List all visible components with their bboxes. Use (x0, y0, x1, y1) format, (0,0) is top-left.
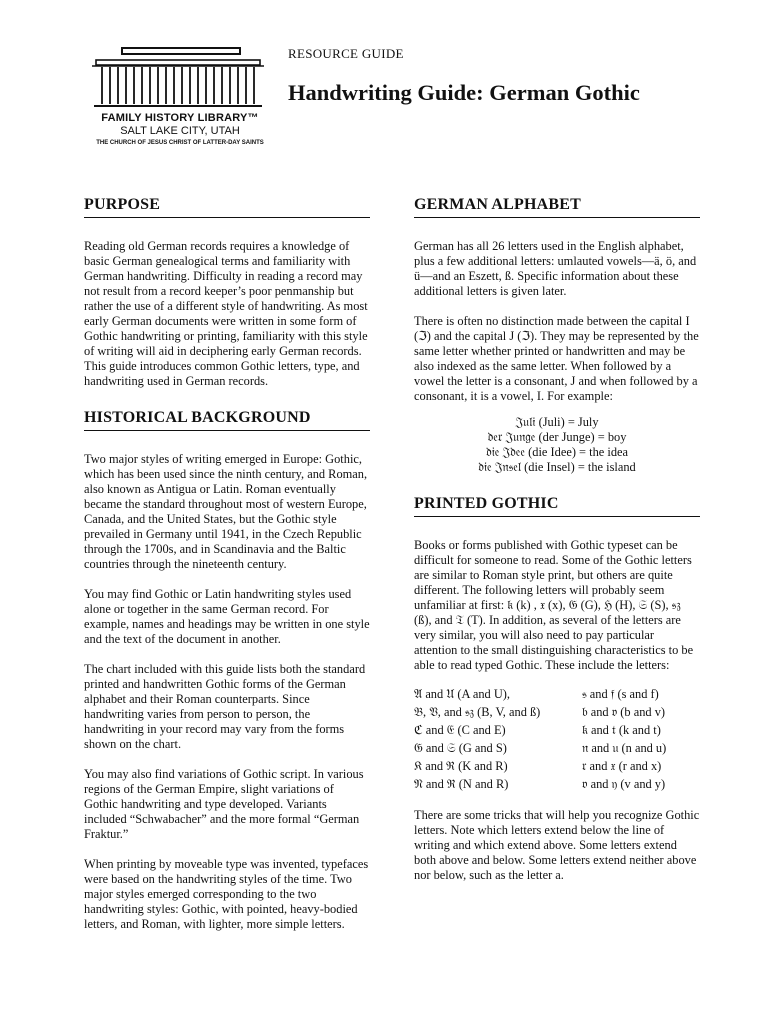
letter-pairs (414, 685, 700, 793)
letter-pair: 𝔯 and 𝔵 (r and x) (582, 759, 662, 773)
example-line: 𝔡𝔦𝔢 𝔍𝔡𝔢𝔢 (die Idee) = the idea (485, 445, 629, 459)
letter-pair: 𝔫 and 𝔲 (n and u) (582, 741, 667, 755)
letter-pair: 𝔎 and ℜ (K and R) (414, 759, 508, 773)
historical-paragraph-4: You may also find variations of Gothic script. In various regions of the German Empire, slight variations of Gothic handwriting and type developed. Variants included “Schwabacher” and the more formal “German Fraktur.” (84, 767, 364, 841)
purpose-paragraph: Reading old German records requires a knowledge of basic German genealogical terms and familiarity with German handwriting. Difficulty in reading a record may not result from a record keeper’s poor penmanship but rather the use of a different style of handwriting. As most early German documents were written in some form of Gothic handwriting or printing, familiarity with this style of writing will aid in deciphering early German records. This guide introduces common Gothic letters, type, and handwriting used in German records. (84, 239, 368, 388)
right-column (414, 196, 700, 883)
letter-pair: 𝔰 and 𝔣 (s and f) (582, 687, 659, 701)
library-building-icon (90, 46, 266, 110)
purpose-heading: PURPOSE (84, 196, 370, 218)
alphabet-paragraph-2: There is often no distinction made between the capital I (ℑ) and the capital J (ℑ). They may be represented by the same letter whether printed or handwritten and may be also indexed as the same letter. When followed by a vowel the letter is a consonant, J and when followed by a consonant, it is a vowel, I. For example: (414, 314, 699, 403)
printed-gothic-heading: PRINTED GOTHIC (414, 495, 700, 517)
letter-pair: 𝔨 and 𝔱 (k and t) (582, 723, 661, 737)
german-alphabet-heading: GERMAN ALPHABET (414, 196, 700, 218)
letter-pair: ℭ and 𝔈 (C and E) (414, 723, 506, 737)
letter-pair: 𝔅, 𝔙, and 𝔰𝔷 (B, V, and ß) (414, 705, 541, 719)
example-line: 𝔡𝔢𝔯 𝔍𝔲𝔫𝔤𝔢 (der Junge) = boy (487, 430, 627, 444)
letter-pair: 𝔟 and 𝔳 (b and v) (582, 705, 666, 719)
church-name: THE CHURCH OF JESUS CHRIST OF LATTER-DAY SAINTS (96, 140, 264, 146)
gothic-examples (414, 415, 700, 475)
letter-pair: 𝔳 and 𝔶 (v and y) (582, 777, 666, 791)
historical-paragraph-2: You may find Gothic or Latin handwriting styles used alone or together in the same German record. For example, names and headings may be written in one style and the text of the document in another. (84, 587, 370, 646)
printed-paragraph-2: There are some tricks that will help you recognize Gothic letters. Note which letters extend below the line of writing and which extend above. Some letters extend both above and below. Some letters extend neither above nor below, such as the letter a. (414, 808, 700, 882)
historical-paragraph-5: When printing by moveable type was invented, typefaces were based on the handwriting styles of the time. Two major styles emerged corresponding to the two handwriting styles: Gothic, with pointed, heavy-bodied letters, and Roman, with lighter, more simple letters. (84, 857, 369, 931)
library-city: SALT LAKE CITY, UTAH (120, 125, 240, 137)
example-line: 𝔡𝔦𝔢 𝔍𝔫𝔰𝔢𝔩 (die Insel) = the island (478, 460, 636, 474)
letter-pair: 𝔊 and 𝔖 (G and S) (414, 741, 507, 755)
resource-guide-label: RESOURCE GUIDE (288, 46, 404, 61)
page-title: Handwriting Guide: German Gothic (288, 80, 640, 105)
left-column (84, 196, 370, 932)
example-line: 𝔍𝔲𝔩𝔦 (Juli) = July (515, 415, 599, 429)
historical-background-heading: HISTORICAL BACKGROUND (84, 409, 370, 431)
alphabet-paragraph-1: German has all 26 letters used in the English alphabet, plus a few additional letters: umlauted vowels—ä, ö, and ü—and an Eszett, ß. Specific information about these additional letters is given later. (414, 239, 697, 298)
historical-paragraph-1: Two major styles of writing emerged in Europe: Gothic, which has been used since the ninth century, and Roman, also known as Antigua or Latin. Roman eventually became the standard throughout most of western Europe, Canada, and the United States, but the Gothic style prevailed in Germany until 1941, in the Czech Republic through the 1700s, and in Scandinavia and the Baltic countries through the nineteenth century. (84, 452, 368, 571)
letter-pair: 𝔑 and ℜ (N and R) (414, 777, 509, 791)
letter-pair: 𝔄 and 𝔘 (A and U), (414, 687, 511, 701)
historical-paragraph-3: The chart included with this guide lists both the standard printed and handwritten Gothic forms of the German alphabet and their Roman counterparts. Since handwriting varies from person to person, the handwriting in your record may vary from the forms shown on the chart. (84, 662, 366, 751)
library-name: FAMILY HISTORY LIBRARY™ (101, 112, 259, 124)
printed-paragraph-1: Books or forms published with Gothic typeset can be difficult for someone to read. Some of the Gothic letters are similar to Roman style print, but others are quite different. The following letters will probably seem unfamiliar at first: 𝔨 (k) , 𝔵 (x), 𝔊 (G), ℌ (H), 𝔖 (S), 𝔰𝔷 (ß), and 𝔗 (T). In addition, as several of the letters are very similar, you will also need to pay particular attention to the small distinguishing characteristics to be able to read typed Gothic. These include the letters: (414, 538, 694, 672)
library-logo (90, 46, 280, 146)
